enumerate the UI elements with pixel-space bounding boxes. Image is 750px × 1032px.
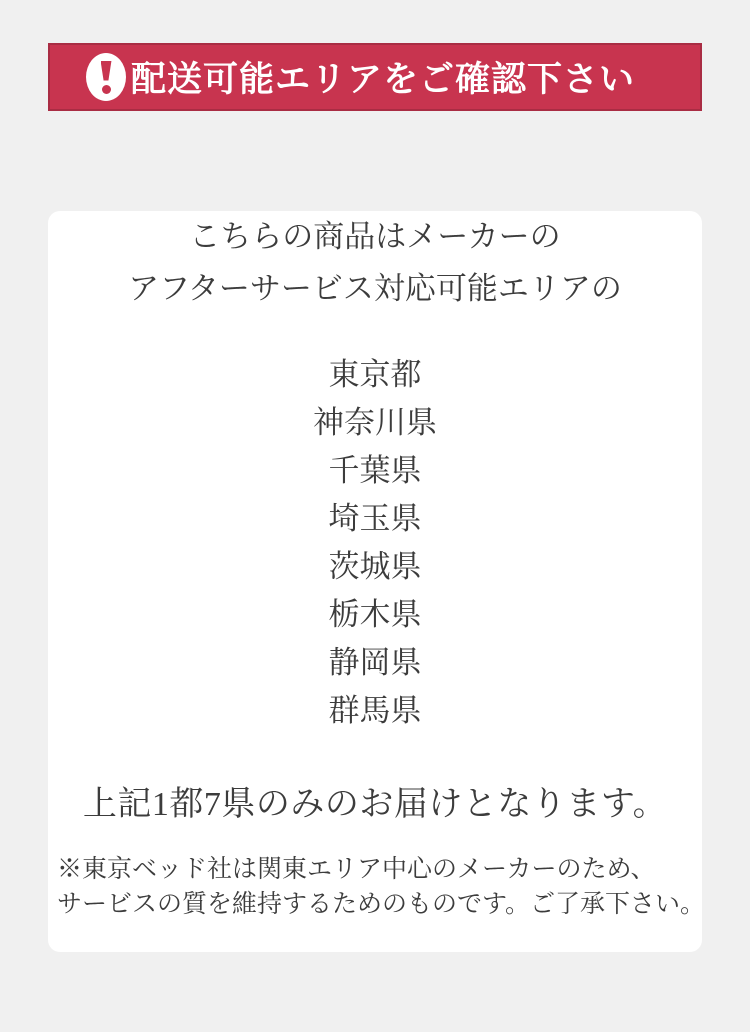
- intro-block: [48, 211, 702, 315]
- exclamation-icon: [86, 53, 126, 101]
- intro-line-2: アフターサービス対応可能エリアの: [128, 271, 622, 306]
- delivery-area-card: [48, 211, 706, 952]
- exclamation-dot: [102, 85, 111, 94]
- banner-title: 配送可能エリアをご確認下さい: [130, 60, 635, 99]
- prefecture-item-tochigi: 栃木県: [328, 597, 422, 632]
- delivery-notice-page: [0, 43, 750, 1032]
- exclamation-bar: [101, 61, 112, 81]
- note-block: [48, 852, 706, 922]
- prefecture-item-gunma: 群馬県: [328, 693, 422, 728]
- prefecture-item-shizuoka: 静岡県: [328, 645, 422, 680]
- note-line-2: サービスの質を維持するためのものです。ご了承下さい。: [57, 891, 706, 918]
- prefecture-item-chiba: 千葉県: [328, 453, 422, 488]
- prefecture-item-tokyo: 東京都: [328, 357, 422, 392]
- delivery-area-banner: [48, 43, 702, 111]
- note-line-1: ※東京ベッド社は関東エリア中心のメーカーのため、: [57, 856, 656, 883]
- conclusion-text: 上記1都7県のみのお届けとなります。: [82, 786, 668, 823]
- prefecture-item-ibaraki: 茨城県: [328, 549, 422, 584]
- prefecture-item-saitama: 埼玉県: [328, 501, 422, 536]
- prefecture-item-kanagawa: 神奈川県: [313, 405, 437, 440]
- intro-line-1: こちらの商品はメーカーの: [189, 219, 561, 254]
- prefecture-list: [48, 351, 702, 735]
